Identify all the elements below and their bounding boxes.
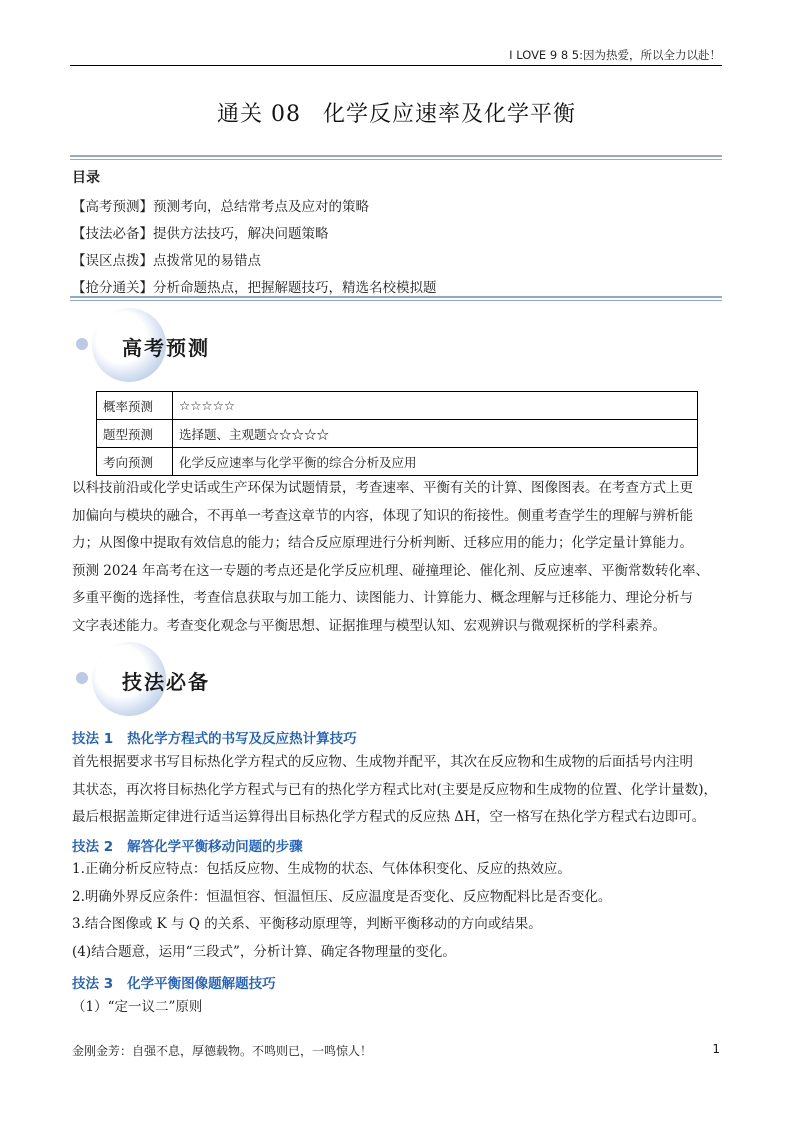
technique-heading xyxy=(72,972,276,992)
section-label: 高考预测 xyxy=(122,336,210,360)
toc-item: 【技法必备】提供方法技巧，解决问题策略 xyxy=(72,226,329,242)
footer-motto: 金刚金芳：自强不息，厚德载物。不鸣则已，一鸣惊人！ xyxy=(72,1044,373,1058)
technique-title: 解答化学平衡移动问题的步骤 xyxy=(127,839,303,855)
section-label: 技法必备 xyxy=(122,670,210,694)
paragraph-line: （1）“定一议二”原则 xyxy=(72,999,203,1015)
forecast-table xyxy=(96,391,698,476)
technique-number: 技法 3 xyxy=(72,976,114,992)
paragraph-line: 1.正确分析反应特点：包括反应物、生成物的状态、气体体积变化、反应的热效应。 xyxy=(72,861,571,877)
technique-body xyxy=(72,749,722,832)
table-row xyxy=(97,420,698,448)
toc-item: 【误区点拨】点拨常见的易错点 xyxy=(72,253,261,269)
technique-number: 技法 1 xyxy=(72,731,114,747)
paragraph-line: (4)结合题意，运用“三段式”，分析计算、确定各物理量的变化。 xyxy=(72,943,456,960)
page-title xyxy=(0,97,793,128)
toc-item: 【抢分通关】分析命题热点，把握解题技巧，精选名校模拟题 xyxy=(72,280,437,296)
toc-heading: 目录 xyxy=(72,170,100,186)
table-key: 概率预测 xyxy=(97,392,173,420)
paragraph-line: 加偏向与模块的融合，不再单一考查这章节的内容，体现了知识的衔接性。侧重考查学生的理解与辨析能 xyxy=(72,507,693,524)
toc-divider xyxy=(70,296,722,301)
section-banner-forecast xyxy=(72,306,252,384)
table-row xyxy=(97,448,698,476)
technique-body xyxy=(72,856,722,966)
paragraph-line: 文字表述能力。考查变化观念与平衡思想、证据推理与模型认知、宏观辨识与微观探析的学科素养。 xyxy=(72,617,666,634)
toc-item: 【高考预测】预测考向，总结常考点及应对的策略 xyxy=(72,199,369,215)
technique-body xyxy=(72,994,722,1022)
paragraph-line: 以科技前沿或化学史话或生产环保为试题情景，考查速率、平衡有关的计算、图像图表。在考查方式上更 xyxy=(72,480,693,496)
technique-heading xyxy=(72,727,357,747)
technique-title: 化学平衡图像题解题技巧 xyxy=(127,976,276,992)
section-banner-techniques xyxy=(72,640,252,718)
technique-heading xyxy=(72,835,303,855)
title-divider xyxy=(70,155,722,160)
table-value: 化学反应速率与化学平衡的综合分析及应用 xyxy=(173,448,698,476)
table-key: 题型预测 xyxy=(97,420,173,448)
table-row xyxy=(97,392,698,420)
table-value: ☆☆☆☆☆ xyxy=(173,392,698,420)
paragraph-line: 预测 2024 年高考在这一专题的考点还是化学反应机理、碰撞理论、催化剂、反应速率、平衡常数转化率、 xyxy=(72,562,709,579)
paragraph-line: 2.明确外界反应条件：恒温恒容、恒温恒压、反应温度是否变化、反应物配料比是否变化。 xyxy=(72,888,612,905)
paragraph-line: 多重平衡的选择性，考查信息获取与加工能力、读图能力、计算能力、概念理解与迁移能力、理论分析与 xyxy=(72,590,693,606)
header-slogan: I LOVE 9 8 5:因为热爱，所以全力以赴！ xyxy=(509,48,721,62)
banner-dot-icon xyxy=(76,672,88,684)
title-name: 化学反应速率及化学平衡 xyxy=(322,102,576,127)
paragraph-line: 力；从图像中提取有效信息的能力；结合反应原理进行分析判断、迁移应用的能力；化学定量计算能力。 xyxy=(72,535,693,551)
table-value: 选择题、主观题☆☆☆☆☆ xyxy=(173,420,698,448)
paragraph-line: 3.结合图像或 K 与 Q 的关系、平衡移动原理等，判断平衡移动的方向或结果。 xyxy=(72,916,542,932)
forecast-paragraph xyxy=(72,475,722,640)
table-key: 考向预测 xyxy=(97,448,173,476)
page-number: 1 xyxy=(712,1042,720,1056)
paragraph-line: 首先根据要求书写目标热化学方程式的反应物、生成物并配平，其次在反应物和生成物的后面括号内注明 xyxy=(72,754,693,770)
paragraph-line: 最后根据盖斯定律进行适当运算得出目标热化学方程式的反应热 ΔH，空一格写在热化学方程式右边即可。 xyxy=(72,809,706,825)
banner-dot-icon xyxy=(76,338,88,350)
title-number: 通关 08 xyxy=(216,102,301,127)
header-divider xyxy=(70,65,722,66)
technique-number: 技法 2 xyxy=(72,839,114,855)
paragraph-line: 其状态，再次将目标热化学方程式与已有的热化学方程式比对(主要是反应物和生成物的位置、化学计量数)， xyxy=(72,781,718,798)
technique-title: 热化学方程式的书写及反应热计算技巧 xyxy=(127,731,357,747)
